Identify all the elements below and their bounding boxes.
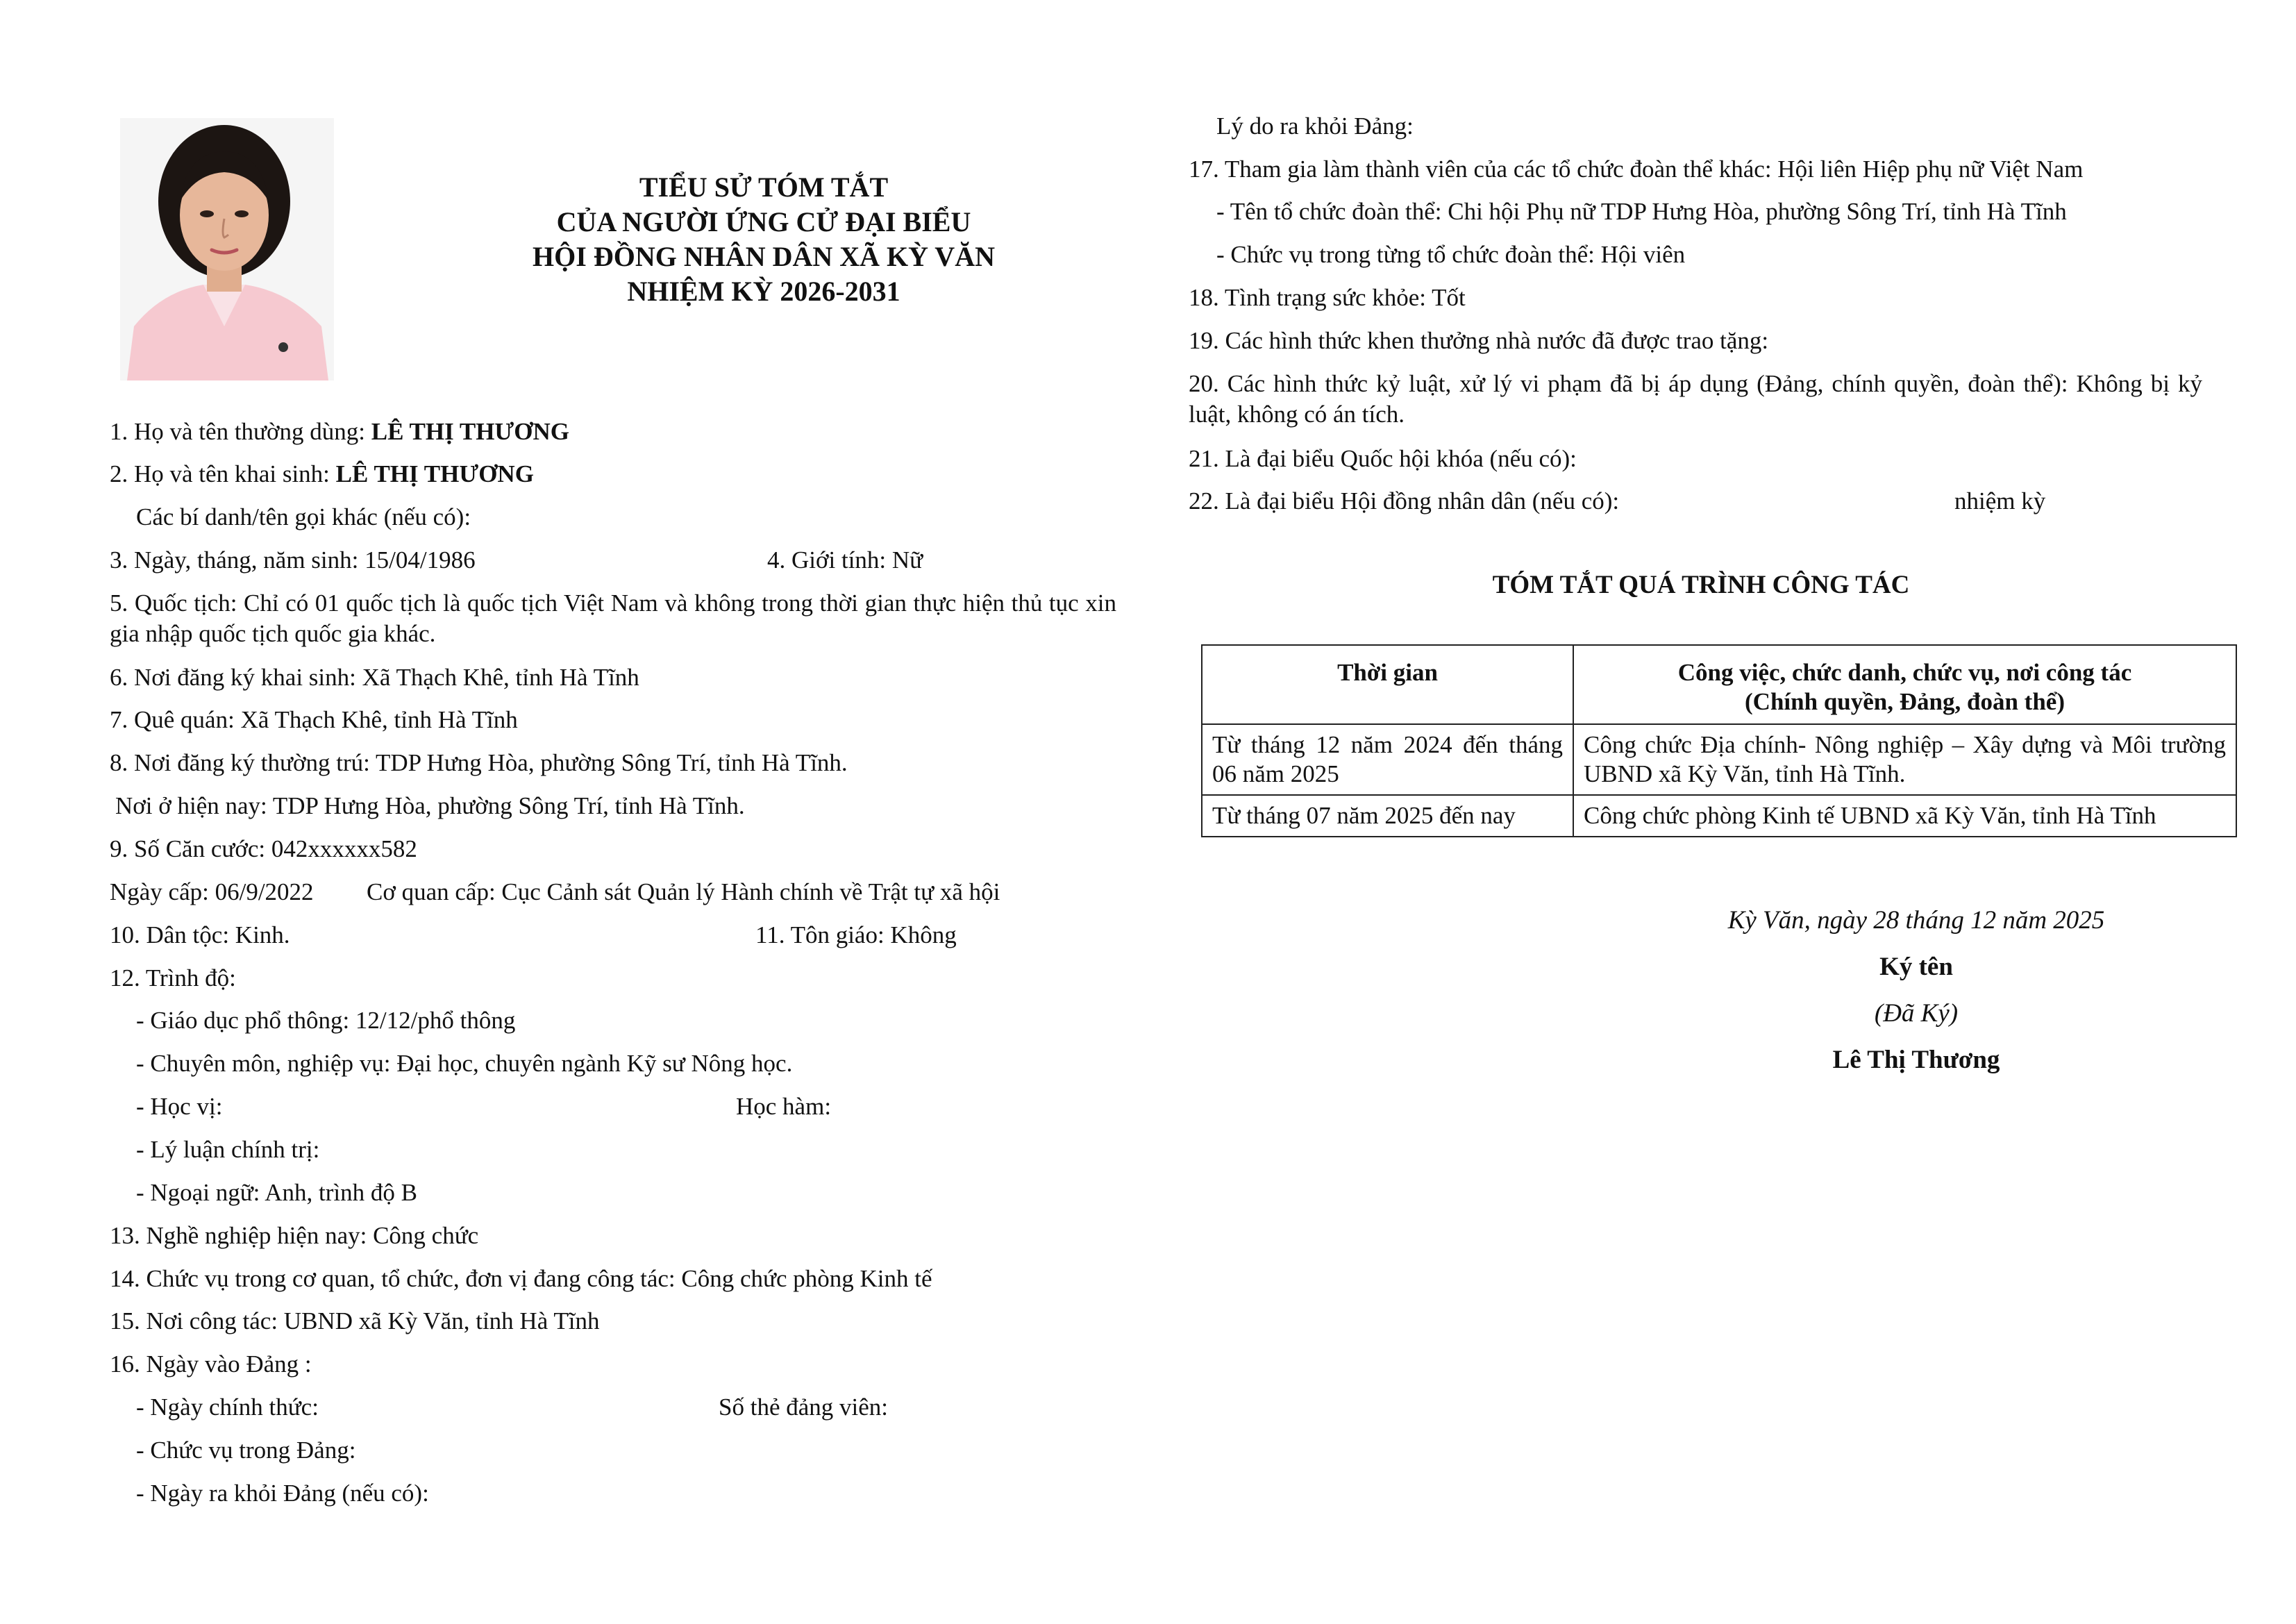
field-degree: - Học vị: (136, 1093, 223, 1120)
field-awards: 19. Các hình thức khen thưởng nhà nước đã được trao tặng: (1189, 327, 1769, 354)
field-workplace: 15. Nơi công tác: UBND xã Kỳ Văn, tỉnh Hà Tĩnh (110, 1307, 600, 1334)
field-health: 18. Tình trạng sức khỏe: Tốt (1189, 284, 1466, 311)
title-line: HỘI ĐỒNG NHÂN DÂN XÃ KỲ VĂN (533, 241, 995, 272)
field-people-council: 22. Là đại biểu Hội đồng nhân dân (nếu có): (1189, 487, 1620, 514)
field-position: 14. Chức vụ trong cơ quan, tổ chức, đơn vị đang công tác: Công chức phòng Kinh tế (110, 1265, 932, 1292)
field-foreign-language: - Ngoại ngữ: Anh, trình độ B (136, 1179, 417, 1206)
field-permanent-residence: 8. Nơi đăng ký thường trú: TDP Hưng Hòa, phường Sông Trí, tỉnh Hà Tĩnh. (110, 749, 848, 776)
field-gender: 4. Giới tính: Nữ (767, 546, 923, 574)
table-header-time: Thời gian (1202, 645, 1573, 724)
title-line: TIỂU SỬ TÓM TẮT (639, 171, 889, 203)
signature-place-date: Kỳ Văn, ngày 28 tháng 12 năm 2025 (1727, 906, 2105, 935)
field-discipline: 20. Các hình thức kỷ luật, xử lý vi phạm đã bị áp dụng (Đảng, chính quyền, đoàn thể): Không bị kỷ luật, không có án tích. (1189, 370, 2202, 428)
field-current-residence: Nơi ở hiện nay: TDP Hưng Hòa, phường Sông Trí, tỉnh Hà Tĩnh. (115, 792, 745, 819)
field-academic-title: Học hàm: (736, 1093, 832, 1120)
table-cell-time: Từ tháng 07 năm 2025 đến nay (1202, 795, 1573, 837)
section-title-work-history: TÓM TẮT QUÁ TRÌNH CÔNG TÁC (1492, 571, 1910, 599)
title-line: NHIỆM KỲ 2026-2031 (627, 276, 900, 307)
header-line: (Chính quyền, Đảng, đoàn thể) (1745, 688, 2065, 715)
field-party-official-date: - Ngày chính thức: (136, 1393, 319, 1421)
table-header-row (1202, 645, 2236, 724)
field-political-theory: - Lý luận chính trị: (136, 1136, 320, 1163)
field-hometown: 7. Quê quán: Xã Thạch Khê, tỉnh Hà Tĩnh (110, 706, 518, 733)
field-term: nhiệm kỳ (1954, 487, 2046, 514)
document-title (444, 170, 1083, 309)
field-national-assembly: 21. Là đại biểu Quốc hội khóa (nếu có): (1189, 445, 1577, 472)
field-id-issue-date: Ngày cấp: 06/9/2022 (110, 878, 314, 905)
field-party-leave-reason: Lý do ra khỏi Đảng: (1216, 112, 1414, 140)
field-value: LÊ THỊ THƯƠNG (371, 418, 570, 445)
work-history-table (1201, 644, 2237, 837)
field-party-card-number: Số thẻ đảng viên: (719, 1393, 888, 1421)
field-label: 1. Họ và tên thường dùng: (110, 418, 371, 445)
field-alias: Các bí danh/tên gọi khác (nếu có): (136, 503, 471, 530)
field-organization-name: - Tên tổ chức đoàn thể: Chi hội Phụ nữ TDP Hưng Hòa, phường Sông Trí, tỉnh Hà Tĩnh (1216, 198, 2067, 225)
field-party-leave-date: - Ngày ra khỏi Đảng (nếu có): (136, 1480, 429, 1507)
signature-name: Lê Thị Thương (1832, 1046, 2000, 1074)
signature-label: Ký tên (1879, 953, 1953, 981)
table-row (1202, 795, 2236, 837)
field-organizations: 17. Tham gia làm thành viên của các tổ chức đoàn thể khác: Hội liên Hiệp phụ nữ Việt Nam (1189, 156, 2084, 183)
field-id-number: 9. Số Căn cước: 042xxxxxx582 (110, 835, 417, 862)
table-cell-work: Công chức phòng Kinh tế UBND xã Kỳ Văn, tỉnh Hà Tĩnh (1573, 795, 2236, 837)
field-general-education: - Giáo dục phổ thông: 12/12/phổ thông (136, 1007, 516, 1034)
portrait-illustration (120, 118, 334, 380)
field-ethnicity: 10. Dân tộc: Kinh. (110, 921, 290, 948)
field-organization-role: - Chức vụ trong từng tổ chức đoàn thể: Hội viên (1216, 241, 1686, 268)
field-party-position: - Chức vụ trong Đảng: (136, 1437, 356, 1464)
field-birth-name (110, 459, 534, 489)
field-birth-registration: 6. Nơi đăng ký khai sinh: Xã Thạch Khê, tỉnh Hà Tĩnh (110, 664, 639, 691)
field-nationality: 5. Quốc tịch: Chỉ có 01 quốc tịch là quốc tịch Việt Nam và không trong thời gian thực hiện thủ tục xin gia nhập quốc tịch quốc gia khác. (110, 589, 1116, 647)
table-cell-time: Từ tháng 12 năm 2024 đến tháng 06 năm 2025 (1202, 724, 1573, 795)
field-specialty: - Chuyên môn, nghiệp vụ: Đại học, chuyên ngành Kỹ sư Nông học. (136, 1050, 793, 1077)
field-id-agency: Cơ quan cấp: Cục Cảnh sát Quản lý Hành chính về Trật tự xã hội (367, 878, 1000, 905)
field-value: LÊ THỊ THƯƠNG (335, 460, 534, 487)
field-party-join-date: 16. Ngày vào Đảng : (110, 1350, 312, 1378)
field-occupation: 13. Nghề nghiệp hiện nay: Công chức (110, 1222, 479, 1249)
table-row (1202, 724, 2236, 795)
title-line: CỦA NGƯỜI ỨNG CỬ ĐẠI BIỂU (556, 206, 971, 237)
header-line: Công việc, chức danh, chức vụ, nơi công tác (1677, 659, 2132, 686)
signature-status: (Đã Ký) (1874, 999, 1959, 1028)
field-label: 2. Họ và tên khai sinh: (110, 460, 336, 487)
candidate-photo (120, 118, 334, 380)
field-religion: 11. Tôn giáo: Không (755, 921, 957, 948)
table-cell-work: Công chức Địa chính- Nông nghiệp – Xây dựng và Môi trường UBND xã Kỳ Văn, tỉnh Hà Tĩnh. (1573, 724, 2236, 795)
field-dob: 3. Ngày, tháng, năm sinh: 15/04/1986 (110, 546, 476, 574)
table-header-work (1573, 645, 2236, 724)
field-education: 12. Trình độ: (110, 964, 236, 991)
field-common-name (110, 417, 569, 447)
